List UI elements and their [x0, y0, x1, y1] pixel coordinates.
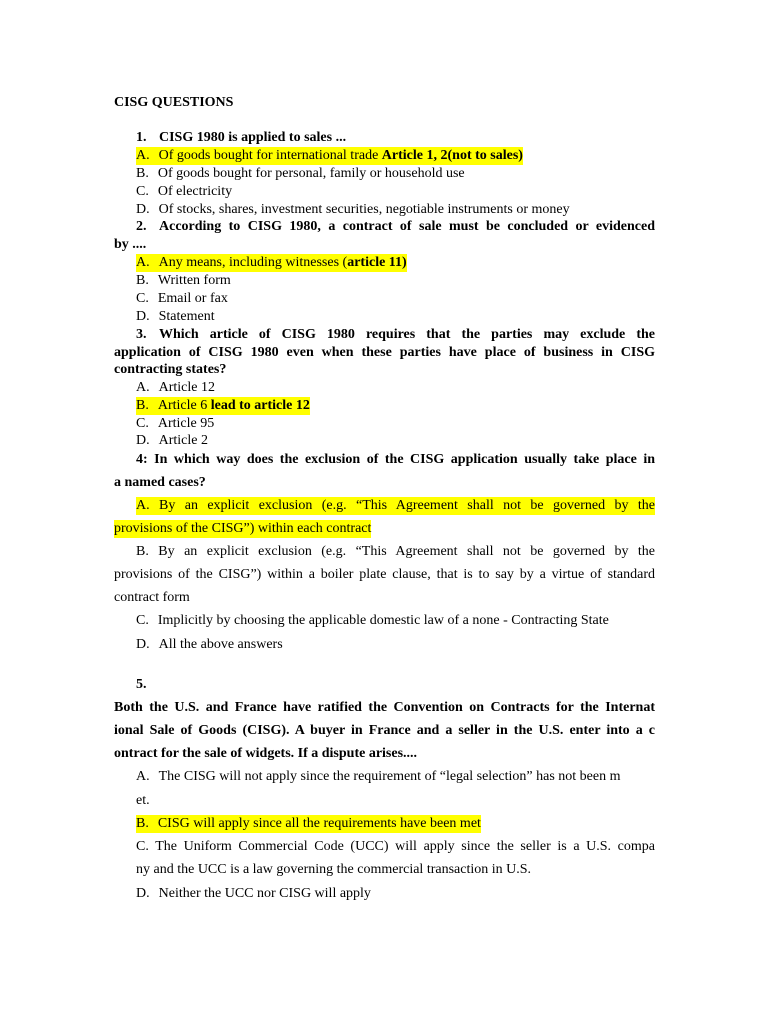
q5-answer-a-line-1 [136, 768, 621, 786]
q2-a-text: Any means, including witnesses ( [158, 255, 348, 270]
q4-answer-a-line-2: provisions of the CISG”) within each contract [114, 521, 372, 536]
q3-b-text: Article 6 [157, 398, 211, 413]
q2-number: 2. [136, 219, 147, 234]
q4-c-text: Implicitly by choosing the applicable domestic law of a none - Contracting State [157, 613, 609, 628]
q1-a-letter: A. [136, 148, 150, 163]
q3-b-note: lead to article 12 [210, 398, 310, 413]
q5-answer-b [136, 815, 481, 833]
q4-answer-b-line-3: contract form [114, 590, 190, 605]
q1-text: CISG 1980 is applied to sales ... [159, 130, 347, 145]
q2-a-letter: A. [136, 255, 150, 270]
q3-c-letter: C. [136, 416, 149, 431]
q3-answer-a [136, 379, 215, 397]
q2-c-letter: C. [136, 291, 149, 306]
q1-answer-a [136, 147, 523, 165]
q2-b-text: Written form [157, 273, 231, 288]
q3-d-letter: D. [136, 433, 150, 448]
q5-line-1: Both the U.S. and France have ratified the Convention on Contracts for the Internat [114, 700, 655, 715]
q2-d-text: Statement [158, 309, 215, 324]
q1-c-letter: C. [136, 184, 149, 199]
q2-answer-d [136, 308, 215, 326]
q1-number: 1. [136, 130, 147, 145]
q5-line-2: ional Sale of Goods (CISG). A buyer in France and a seller in the U.S. enter into a c [114, 723, 655, 738]
q2-answer-b [136, 272, 231, 290]
q4-line-1: 4: In which way does the exclusion of the CISG application usually take place in [136, 452, 655, 467]
q3-b-letter: B. [136, 398, 149, 413]
q1-c-text: Of electricity [157, 184, 233, 199]
q5-a-letter: A. [136, 769, 150, 784]
q4-d-text: All the above answers [158, 637, 283, 652]
q1-d-letter: D. [136, 202, 150, 217]
q4-answer-a-line-1: A. By an explicit exclusion (e.g. “This Agreement shall not be governed by the [136, 498, 655, 513]
q4-line-2: a named cases? [114, 475, 206, 490]
q5-d-letter: D. [136, 886, 150, 901]
q3-d-text: Article 2 [158, 433, 208, 448]
q2-answer-a [136, 254, 407, 272]
q1-answer-d [136, 201, 570, 219]
q2-a-note: article 11) [347, 255, 407, 270]
q1-answer-b [136, 165, 465, 183]
q4-answer-b-line-2: provisions of the CISG”) within a boiler plate clause, that is to say by a virtue of standard [114, 567, 655, 582]
q3-line-1: Which article of CISG 1980 requires that the parties may exclude the [159, 327, 655, 342]
q4-c-letter: C. [136, 613, 149, 628]
q1-b-text: Of goods bought for personal, family or household use [157, 166, 465, 181]
q3-answer-b [136, 397, 310, 415]
q3-number: 3. [136, 327, 147, 342]
q5-answer-d [136, 885, 371, 903]
q1-answer-c [136, 183, 232, 201]
q4-answer-b-line-1: B. By an explicit exclusion (e.g. “This Agreement shall not be governed by the [136, 544, 655, 559]
q5-answer-a-line-2: et. [136, 793, 150, 808]
document-title: CISG QUESTIONS [114, 95, 234, 110]
q3-a-text: Article 12 [158, 380, 215, 395]
q4-answer-d [136, 636, 283, 654]
q5-answer-c-line-2: ny and the UCC is a law governing the commercial transaction in U.S. [136, 862, 532, 877]
q5-answer-c-line-1: C. The Uniform Commercial Code (UCC) will apply since the seller is a U.S. compa [136, 839, 655, 854]
q3-a-letter: A. [136, 380, 150, 395]
q1-a-text: Of goods bought for international trade [158, 148, 382, 163]
q3-answer-d [136, 432, 208, 450]
q3-line-3: contracting states? [114, 362, 227, 377]
q5-d-text: Neither the UCC nor CISG will apply [158, 886, 371, 901]
q2-answer-c [136, 290, 228, 308]
q2-line-2: by .... [114, 237, 147, 252]
q5-number: 5. [136, 677, 147, 692]
q1-a-note: Article 1, 2(not to sales) [381, 148, 523, 163]
q2-line-1: According to CISG 1980, a contract of sale must be concluded or evidenced [159, 219, 655, 234]
q5-a-text: The CISG will not apply since the requirement of “legal selection” has not been m [158, 769, 621, 784]
q3-c-text: Article 95 [157, 416, 215, 431]
q1-d-text: Of stocks, shares, investment securities, negotiable instruments or money [158, 202, 570, 217]
q1-b-letter: B. [136, 166, 149, 181]
q2-c-text: Email or fax [157, 291, 228, 306]
q5-line-3: ontract for the sale of widgets. If a dispute arises.... [114, 746, 418, 761]
q4-answer-c [136, 612, 609, 630]
q4-d-letter: D. [136, 637, 150, 652]
q5-b-text: CISG will apply since all the requirements have been met [157, 816, 481, 831]
q3-answer-c [136, 415, 214, 433]
q5-b-letter: B. [136, 816, 149, 831]
q3-line-2: application of CISG 1980 even when these parties have place of business in CISG [114, 345, 655, 360]
q2-b-letter: B. [136, 273, 149, 288]
q2-d-letter: D. [136, 309, 150, 324]
